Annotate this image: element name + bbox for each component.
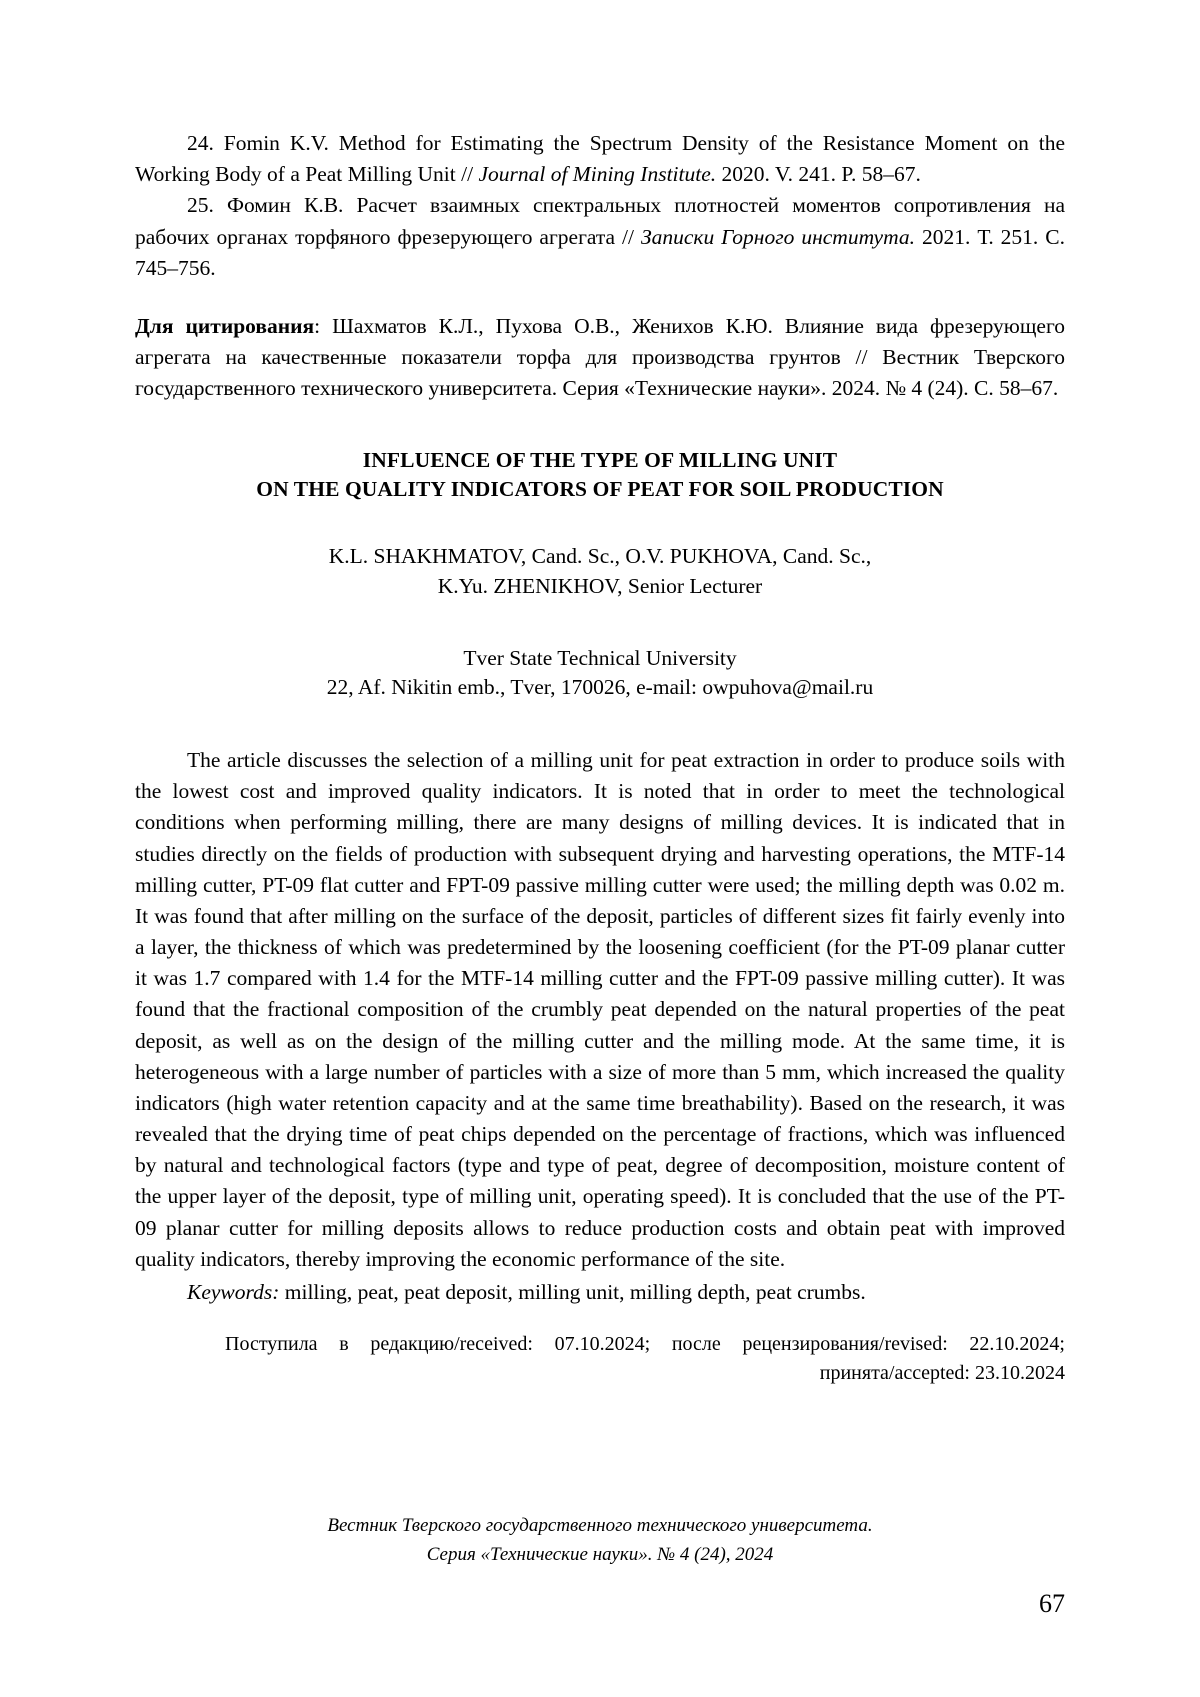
page-title: [135, 446, 1065, 504]
affiliation-block: [135, 644, 1065, 703]
authors-block: [135, 542, 1065, 601]
keywords-label: Keywords:: [187, 1279, 280, 1304]
affiliation-institution: Tver State Technical University: [463, 645, 737, 670]
abstract-text: The article discusses the selection of a milling unit for peat extraction in order to produce soils with the lowest cost and improved quality indicators. It is noted that in order to meet the technological conditions when performing milling, there are many designs of milling devices. It is indicated that in studies directly on the fields of production with subsequent drying and harvesting operations, the MTF-14 milling cutter, PT-09 flat cutter and FPT-09 passive milling cutter were used; the milling depth was 0.02 m. It was found that after milling on the surface of the deposit, particles of different sizes fit fairly evenly into a layer, the thickness of which was predetermined by the loosening coefficient (for the PT-09 planar cutter it was 1.7 compared with 1.4 for the MTF-14 milling cutter and the FPT-09 passive milling cutter). It was found that the fractional composition of the crumbly peat depended on the natural properties of the peat deposit, as well as on the design of the milling cutter and the milling mode. At the same time, it is heterogeneous with a large number of particles with a size of more than 5 mm, which increased the quality indicators (high water retention capacity and at the same time breathability). Based on the research, it was revealed that the drying time of peat chips depended on the percentage of fractions, which was influenced by natural and technological factors (type and type of peat, degree of decomposition, moisture content of the upper layer of the deposit, type of milling unit, operating speed). It is concluded that the use of the PT-09 planar cutter for milling deposits allows to reduce production costs and obtain peat with improved quality indicators, thereby improving the economic performance of the site.: [135, 748, 1065, 1271]
date-received-revised: Поступила в редакцию/received: 07.10.2024; после рецензирования/revised: 22.10.2024;: [225, 1333, 1065, 1356]
affiliation-address: 22, Af. Nikitin emb., Tver, 170026, e-mail: owpuhova@mail.ru: [326, 675, 874, 700]
footer-line-2: Серия «Технические науки». № 4 (24), 2024: [426, 1543, 774, 1565]
title-line-2: ON THE QUALITY INDICATORS OF PEAT FOR SOIL PRODUCTION: [256, 477, 944, 502]
reference-item: [135, 128, 1065, 190]
reference-tail: 2021. Т. 251. С. 745–756.: [135, 224, 1065, 280]
keywords-text: milling, peat, peat deposit, milling unit, milling depth, peat crumbs.: [279, 1279, 866, 1304]
references-block: [135, 128, 1065, 284]
title-line-1: INFLUENCE OF THE TYPE OF MILLING UNIT: [362, 448, 838, 473]
citation-label: Для цитирования: [135, 313, 315, 338]
keywords-block: [135, 1277, 1065, 1308]
page-footer: [0, 1512, 1200, 1569]
reference-text: Fomin K.V. Method for Estimating the Spectrum Density of the Resistance Moment on the Working Body of a Peat Milling Unit //: [135, 131, 1066, 187]
reference-source: Записки Горного института.: [640, 224, 916, 249]
reference-source: Journal of Mining Institute.: [478, 162, 717, 187]
authors-line-2: K.Yu. ZHENIKHOV, Senior Lecturer: [437, 574, 763, 599]
reference-text: Фомин К.В. Расчет взаимных спектральных плотностей моментов сопротивления на рабочих органах торфяного фрезерующего агрегата //: [135, 193, 1065, 249]
authors-line-1: K.L. SHAKHMATOV, Cand. Sc., O.V. PUKHOVA, Cand. Sc.,: [328, 544, 872, 569]
citation-block: [135, 311, 1065, 405]
page-number: 67: [1039, 1589, 1065, 1618]
footer-line-1: Вестник Тверского государственного технического университета.: [327, 1515, 873, 1536]
reference-item: [135, 190, 1065, 284]
date-accepted: принята/accepted: 23.10.2024: [819, 1361, 1065, 1384]
submission-dates: [135, 1330, 1065, 1387]
reference-number: 24.: [187, 131, 214, 155]
reference-tail: 2020. V. 241. P. 58–67.: [716, 162, 921, 187]
citation-text: : Шахматов К.Л., Пухова О.В., Женихов К.Ю. Влияние вида фрезерующего агрегата на качественные показатели торфа для производства грунтов // Вестник Тверского государственного технического университета. Серия «Технические науки». 2024. № 4 (24). С. 58–67.: [135, 313, 1065, 401]
reference-number: 25.: [187, 193, 214, 218]
